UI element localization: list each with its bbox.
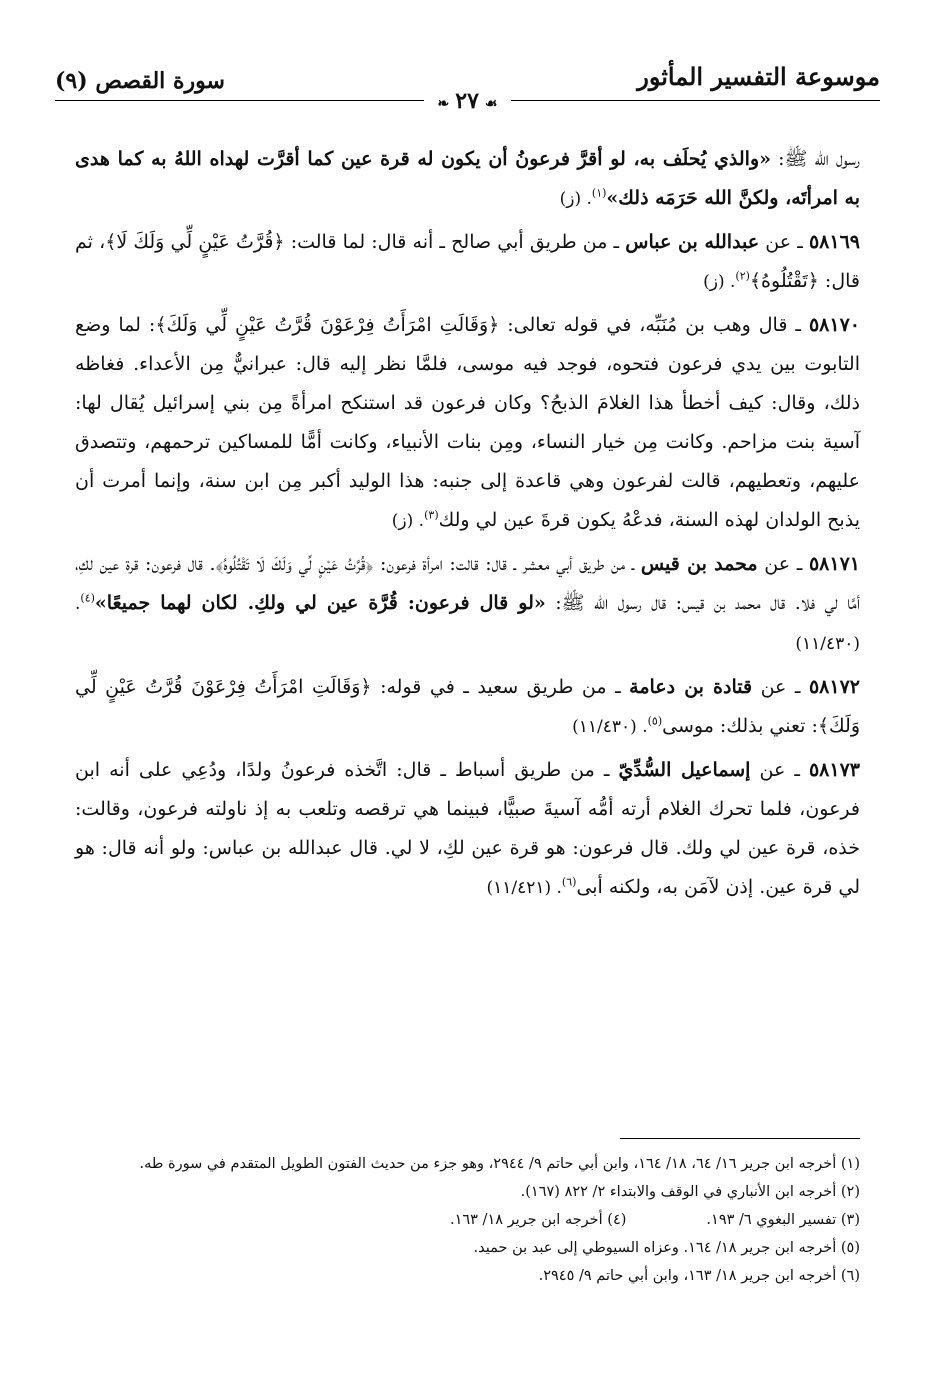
entry-number: ٥٨١٧٢: [808, 676, 860, 698]
entry-text: ـ عن: [759, 231, 809, 253]
entry-text: ـ قال: [750, 314, 809, 336]
narrator-name: قتادة بن دعامة: [629, 676, 753, 698]
footnote-marker: (٥): [647, 714, 663, 728]
entry-ref: . (١١/٤٣٠): [75, 594, 860, 654]
entry-number: ٥٨١٧٣: [808, 759, 860, 781]
entry-number: ٥٨١٧١: [808, 553, 860, 575]
entry-text: ـ عن: [750, 759, 809, 781]
entry-text: ـ من طريق سعيد ـ في قوله: ﴿وَقَالَتِ امْرَأَتُ فِرْعَوْنَ قُرَّتُ عَيْنٍ لِّي وَلَكَ﴾: تعني بذلك: موسى: [75, 676, 860, 737]
entry-number: ٥٨١٧٠: [808, 314, 860, 336]
entry-ref: . (١١/٤٣٠): [572, 717, 648, 737]
entry-text: ـ من طريق أسباط ـ قال: اتَّخذه فرعونُ ولدًا، ودُعِي على أنه ابن فرعون، فلما تحرك الغلام أرته أمُّه آسيةَ صبيًّا، فبينما هي ترقصه وتلعب به إذ ناولته فرعون، وقالت: خذه، قرة عين لي ولك. قال فرعون: هو قرة عين لكِ، لا لي. قال عبدالله بن عباس: ولو أنه قال: هو لي قرة عين. إذن لآمَن به، ولكنه أبى: [75, 759, 860, 898]
footnote-marker: (١): [591, 186, 607, 200]
footnotes: [75, 1150, 860, 1290]
entry-ref: . (١١/٤٢١): [486, 878, 562, 898]
entry-number: ٥٨١٦٩: [808, 231, 860, 253]
footnote-1: (١) أخرجه ابن جرير ١٦/ ٦٤، ١٨/ ١٦٤، وابن أبي حاتم ٩/ ٢٩٤٤، وهو جزء من حديث الفتون الطويل المتقدم في سورة طه.: [139, 1156, 860, 1172]
entry: [75, 223, 860, 302]
hadith-text: «والذي يُحلَف به، لو أقرَّ فرعونُ أن يكون له قرة عين كما أقرَّت لهداه اللهُ به كما هدى به امرأتَه، ولكنَّ الله حَرَمَه ذلك»: [75, 148, 860, 209]
narrator-name: إسماعيل السُّدِّيّ: [618, 759, 751, 781]
footnote-row: [75, 1206, 860, 1234]
footnote-marker: (٣): [424, 508, 439, 522]
entry-text: ـ عن: [757, 553, 809, 575]
entry: [75, 668, 860, 747]
entry: [75, 751, 860, 908]
book-title: موسوعة التفسير المأثور: [637, 62, 880, 91]
hadith-text: «لو قال فرعون: قُرَّة عين لي ولكِ. لكان لهما جميعًا»: [94, 592, 546, 614]
entry-text: رسول الله ﷺ:: [771, 148, 860, 170]
entry-ref: . (ز): [559, 189, 592, 209]
footnote-divider: [620, 1138, 860, 1139]
entry-text: ـ من طريق أبي صالح ـ أنه قال: لما قالت: ﴿قُرَّتُ عَيْنٍ لِّي وَلَكَ لَا﴾، ثم قال: ﴿تَقْتُلُوهُ﴾: [75, 231, 860, 292]
entry-text: وهب بن مُنَبِّه، في قوله تعالى: ﴿وَقَالَتِ امْرَأَتُ فِرْعَوْنَ قُرَّتُ عَيْنٍ لِّي وَلَكَ﴾: لما وضع التابوت بين يدي فرعون فتحوه، فوجد فيه موسى، فلمَّا نظر إليه قال: عبرانيٌّ مِن الأعداء. فغاظه ذلك، وقال: كيف أخطأ هذا الغلامَ الذبحُ؟ وكان فرعون قد استنكح امرأةً مِن بني إسرائيل يُقال لها: آسية بنت مزاحم. وكانت مِن خيار النساء، ومِن بنات الأنبياء، وكانت أمًّا للمساكين ترحمهم، وتتصدق عليهم، وتعطيهم، قالت لفرعون وهي قاعدة إلى جنبه: هذا الوليد أكبر مِن ابن سنة، وإنما أمرت أن يذبح الولدان لهذه السنة، فدعْهُ يكون قرةَ عين لي ولك: [75, 314, 860, 531]
footnote-4: (٤) أخرجه ابن جرير ١٨/ ١٦٣.: [449, 1212, 627, 1228]
entry: [75, 306, 860, 541]
footnote-marker: (٦): [561, 875, 577, 889]
entry-ref: . (ز): [391, 511, 425, 531]
page-number-block: [424, 88, 512, 114]
ornament-icon: ❧: [437, 96, 450, 112]
footnote-2: (٢) أخرجه ابن الأنباري في الوقف والابتداء ٢/ ٨٢٢ (١٦٧).: [520, 1184, 860, 1200]
page-header: [55, 62, 880, 132]
ornament-icon: ☙: [484, 96, 498, 112]
main-text: [75, 140, 860, 912]
footnote-3: (٣) تفسير البغوي ٦/ ١٩٣.: [706, 1212, 860, 1228]
entry-continuation: [75, 140, 860, 219]
entry: [75, 545, 860, 664]
footnote-6: (٦) أخرجه ابن جرير ١٨/ ١٦٣، وابن أبي حاتم ٩/ ٢٩٤٥.: [538, 1268, 860, 1284]
surah-title: سورة القصص (٩): [55, 68, 225, 94]
entry-ref: . (ز): [703, 272, 736, 292]
entry-text: ـ عن: [752, 676, 809, 698]
footnote-marker: (٢): [735, 269, 750, 283]
entry-text: ـ من طريق أبي معشر ـ قال: قالت: امرأة فرعون: ﴿قُرَّتُ عَيْنٍ لِّي وَلَكَ لَا تَقْتُلُوهُ﴾. قال فرعون: قرة عين لكِ، أمَّا لي فلا. قال محمد بن قيس: قال رسول الله ﷺ:: [75, 553, 860, 614]
narrator-name: عبدالله بن عباس: [625, 231, 760, 253]
footnote-marker: (٤): [80, 591, 95, 605]
narrator-name: محمد بن قيس: [640, 553, 758, 575]
page-number: ٢٧: [455, 88, 479, 114]
footnote-5: (٥) أخرجه ابن جرير ١٨/ ١٦٤. وعزاه السيوطي إلى عبد بن حميد.: [473, 1240, 860, 1256]
